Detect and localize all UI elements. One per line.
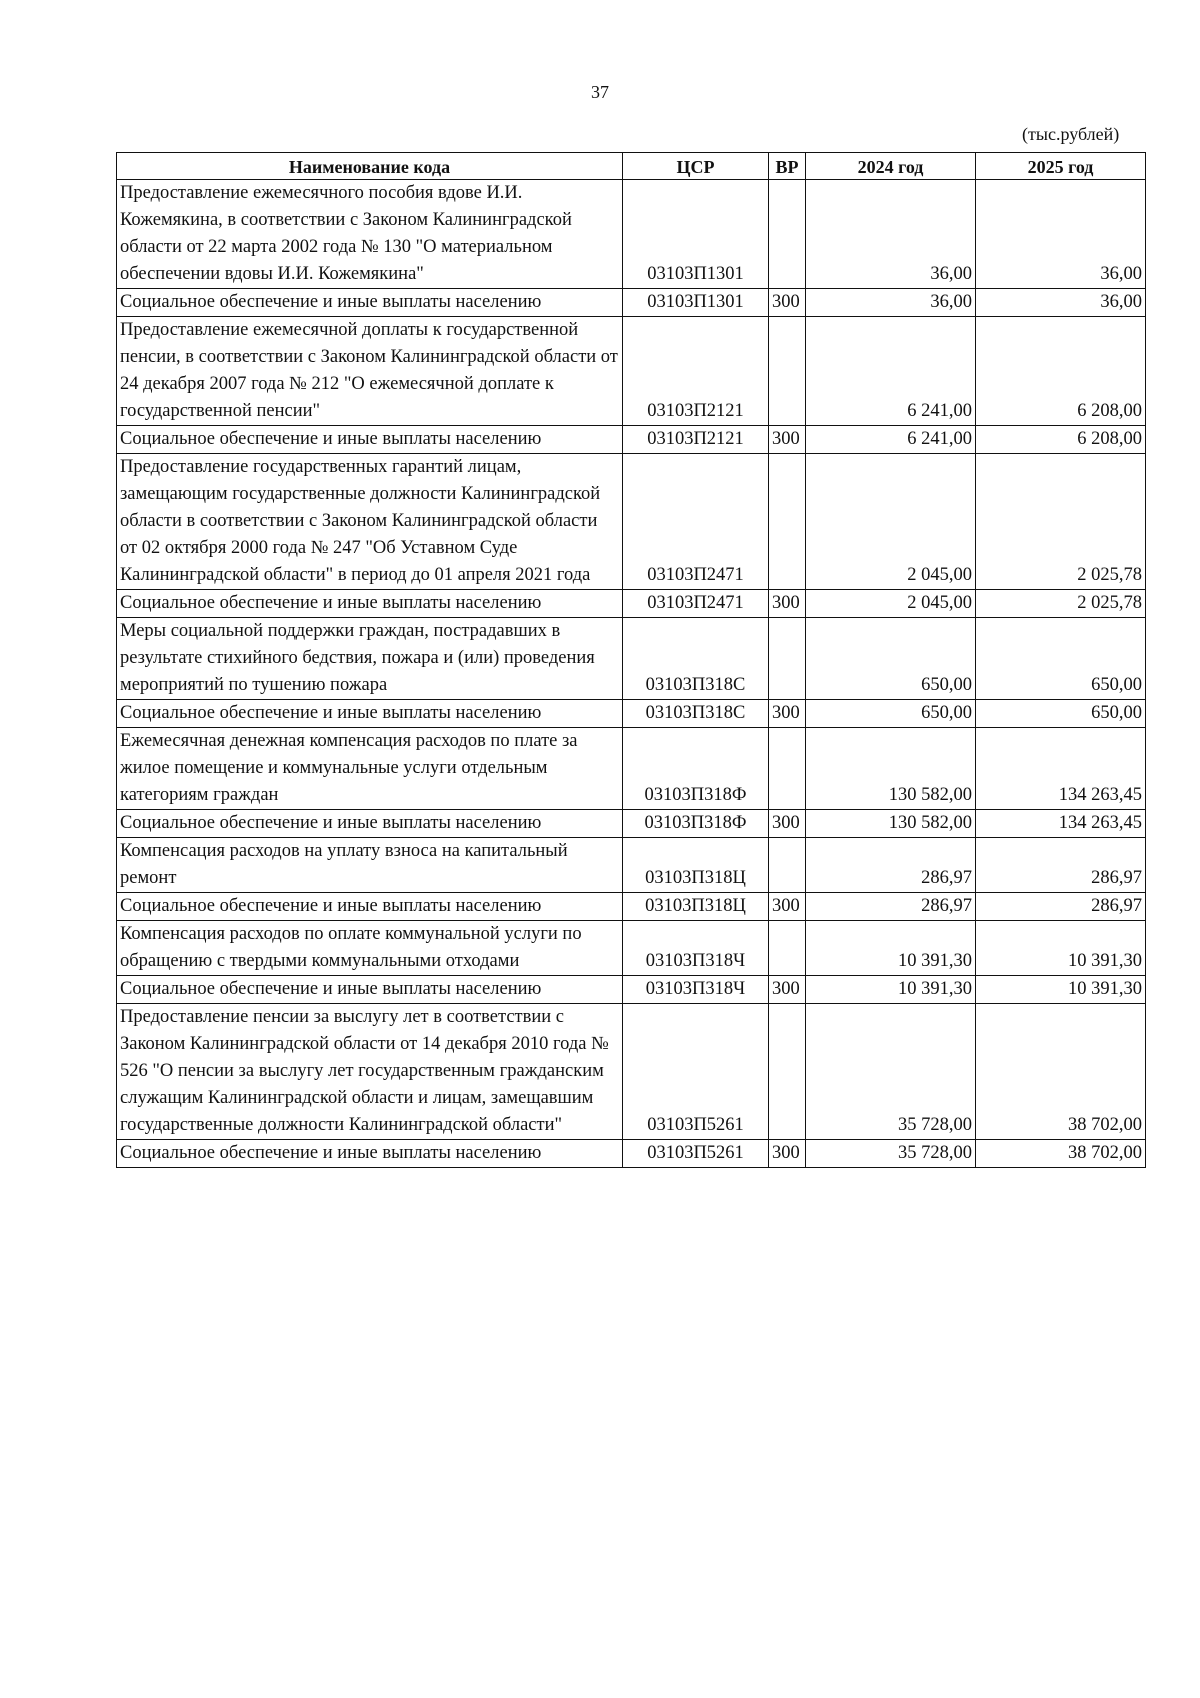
row-name-cell: Социальное обеспечение и иные выплаты населению	[117, 893, 623, 921]
row-name-cell: Предоставление ежемесячного пособия вдове И.И. Кожемякина, в соответствии с Законом Калининградской области от 22 марта 2002 года № 130 "О материальном обеспечении вдовы И.И. Кожемякина"	[117, 180, 623, 289]
row-2024-cell: 2 045,00	[806, 590, 976, 618]
row-csr-cell: 03103П2471	[623, 590, 769, 618]
row-2024-cell: 10 391,30	[806, 976, 976, 1004]
page-number: 37	[591, 82, 609, 102]
row-2025-cell: 6 208,00	[976, 317, 1146, 426]
row-2024-cell: 6 241,00	[806, 317, 976, 426]
row-2024-cell: 6 241,00	[806, 426, 976, 454]
row-2024-cell: 286,97	[806, 893, 976, 921]
row-vr-cell: 300	[769, 1140, 806, 1168]
table-row	[117, 700, 1146, 728]
row-name-cell: Социальное обеспечение и иные выплаты населению	[117, 700, 623, 728]
row-2024-cell: 10 391,30	[806, 921, 976, 976]
row-csr-cell: 03103П318Ф	[623, 810, 769, 838]
table-row	[117, 810, 1146, 838]
table-row	[117, 838, 1146, 893]
table-row	[117, 976, 1146, 1004]
table-header-row	[117, 153, 1146, 180]
row-vr-cell	[769, 454, 806, 590]
units-label: (тыс.рублей)	[1022, 124, 1120, 144]
row-2025-cell: 38 702,00	[976, 1140, 1146, 1168]
row-2025-cell: 36,00	[976, 289, 1146, 317]
row-vr-cell	[769, 618, 806, 700]
row-vr-cell	[769, 180, 806, 289]
header-csr: ЦСР	[623, 153, 769, 180]
row-2024-cell: 36,00	[806, 180, 976, 289]
row-csr-cell: 03103П1301	[623, 180, 769, 289]
row-vr-cell: 300	[769, 893, 806, 921]
row-2025-cell: 2 025,78	[976, 454, 1146, 590]
row-2025-cell: 650,00	[976, 618, 1146, 700]
row-2025-cell: 10 391,30	[976, 976, 1146, 1004]
row-name-cell: Компенсация расходов на уплату взноса на капитальный ремонт	[117, 838, 623, 893]
table-row	[117, 289, 1146, 317]
row-csr-cell: 03103П2121	[623, 426, 769, 454]
row-vr-cell: 300	[769, 976, 806, 1004]
row-name-cell: Предоставление пенсии за выслугу лет в соответствии с Законом Калининградской области от 14 декабря 2010 года № 526 "О пенсии за выслугу лет государственным гражданским служащим Калининградской области и лицам, замещавшим государственные должности Калининградской области"	[117, 1004, 623, 1140]
row-2025-cell: 286,97	[976, 838, 1146, 893]
row-name-cell: Компенсация расходов по оплате коммунальной услуги по обращению с твердыми коммунальными отходами	[117, 921, 623, 976]
table-row	[117, 618, 1146, 700]
row-csr-cell: 03103П1301	[623, 289, 769, 317]
row-csr-cell: 03103П5261	[623, 1004, 769, 1140]
header-2025: 2025 год	[976, 153, 1146, 180]
row-2024-cell: 650,00	[806, 618, 976, 700]
row-name-cell: Социальное обеспечение и иные выплаты населению	[117, 289, 623, 317]
row-2025-cell: 134 263,45	[976, 728, 1146, 810]
header-name: Наименование кода	[117, 153, 623, 180]
row-name-cell: Предоставление государственных гарантий лицам, замещающим государственные должности Калининградской области в соответствии с Законом Калининградской области от 02 октября 2000 года № 247 "Об Уставном Суде Калининградской области" в период до 01 апреля 2021 года	[117, 454, 623, 590]
budget-table	[116, 152, 1146, 1168]
row-2025-cell: 36,00	[976, 180, 1146, 289]
header-2024: 2024 год	[806, 153, 976, 180]
row-2025-cell: 286,97	[976, 893, 1146, 921]
table-row	[117, 180, 1146, 289]
row-csr-cell: 03103П318Ч	[623, 976, 769, 1004]
row-2025-cell: 650,00	[976, 700, 1146, 728]
row-name-cell: Предоставление ежемесячной доплаты к государственной пенсии, в соответствии с Законом Калининградской области от 24 декабря 2007 года № 212 "О ежемесячной доплате к государственной пенсии"	[117, 317, 623, 426]
row-vr-cell	[769, 921, 806, 976]
row-2024-cell: 35 728,00	[806, 1140, 976, 1168]
row-name-cell: Социальное обеспечение и иные выплаты населению	[117, 426, 623, 454]
row-2025-cell: 134 263,45	[976, 810, 1146, 838]
row-vr-cell: 300	[769, 810, 806, 838]
table-row	[117, 590, 1146, 618]
row-vr-cell	[769, 838, 806, 893]
table-row	[117, 454, 1146, 590]
table-row	[117, 921, 1146, 976]
row-2024-cell: 130 582,00	[806, 810, 976, 838]
row-name-cell: Меры социальной поддержки граждан, пострадавших в результате стихийного бедствия, пожара и (или) проведения мероприятий по тушению пожара	[117, 618, 623, 700]
row-name-cell: Ежемесячная денежная компенсация расходов по плате за жилое помещение и коммунальные услуги отдельным категориям граждан	[117, 728, 623, 810]
row-2024-cell: 130 582,00	[806, 728, 976, 810]
row-name-cell: Социальное обеспечение и иные выплаты населению	[117, 976, 623, 1004]
row-vr-cell	[769, 728, 806, 810]
row-csr-cell: 03103П2121	[623, 317, 769, 426]
table-row	[117, 1140, 1146, 1168]
table-row	[117, 728, 1146, 810]
row-csr-cell: 03103П318С	[623, 700, 769, 728]
row-2024-cell: 286,97	[806, 838, 976, 893]
row-vr-cell: 300	[769, 426, 806, 454]
row-vr-cell: 300	[769, 289, 806, 317]
row-2025-cell: 2 025,78	[976, 590, 1146, 618]
row-csr-cell: 03103П318Ч	[623, 921, 769, 976]
row-name-cell: Социальное обеспечение и иные выплаты населению	[117, 590, 623, 618]
row-2024-cell: 36,00	[806, 289, 976, 317]
table-row	[117, 426, 1146, 454]
table-row	[117, 317, 1146, 426]
row-csr-cell: 03103П318Ц	[623, 893, 769, 921]
row-vr-cell: 300	[769, 590, 806, 618]
row-2025-cell: 6 208,00	[976, 426, 1146, 454]
row-2025-cell: 10 391,30	[976, 921, 1146, 976]
row-name-cell: Социальное обеспечение и иные выплаты населению	[117, 1140, 623, 1168]
row-csr-cell: 03103П318С	[623, 618, 769, 700]
row-name-cell: Социальное обеспечение и иные выплаты населению	[117, 810, 623, 838]
header-vr: ВР	[769, 153, 806, 180]
row-vr-cell: 300	[769, 700, 806, 728]
row-vr-cell	[769, 317, 806, 426]
row-csr-cell: 03103П5261	[623, 1140, 769, 1168]
table-row	[117, 1004, 1146, 1140]
row-csr-cell: 03103П318Ц	[623, 838, 769, 893]
row-2024-cell: 650,00	[806, 700, 976, 728]
row-vr-cell	[769, 1004, 806, 1140]
row-2024-cell: 35 728,00	[806, 1004, 976, 1140]
row-2025-cell: 38 702,00	[976, 1004, 1146, 1140]
table-row	[117, 893, 1146, 921]
row-csr-cell: 03103П2471	[623, 454, 769, 590]
row-2024-cell: 2 045,00	[806, 454, 976, 590]
row-csr-cell: 03103П318Ф	[623, 728, 769, 810]
